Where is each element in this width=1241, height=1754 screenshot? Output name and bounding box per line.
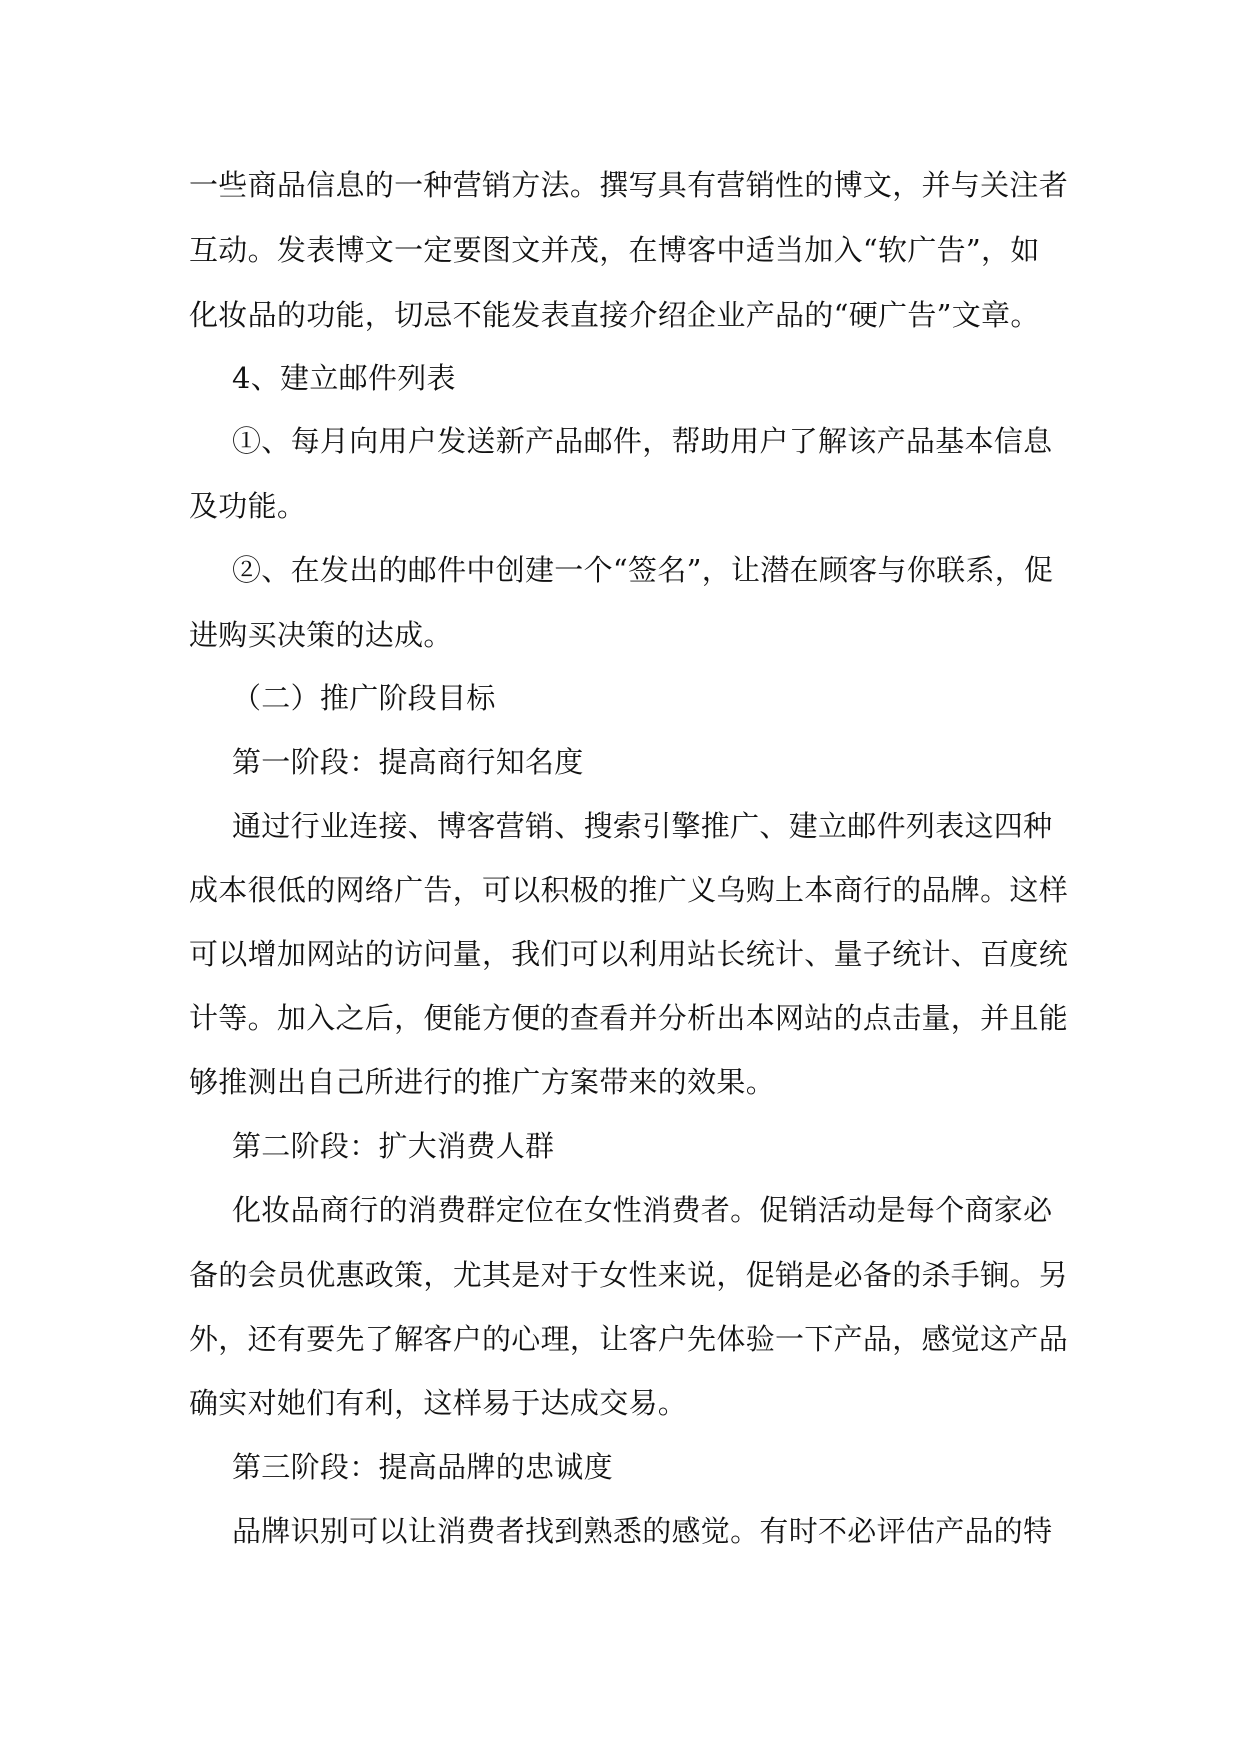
body-text-line: 可以增加网站的访问量，我们可以利用站长统计、量子统计、百度统 [189,937,1069,971]
body-text-line: 互动。发表博文一定要图文并茂，在博客中适当加入“软广告”，如 [189,233,1040,267]
body-text-line: 化妆品的功能，切忌不能发表直接介绍企业产品的“硬广告”文章。 [189,298,1040,332]
section-heading: 4、建立邮件列表 [232,361,456,395]
section-heading: （二）推广阶段目标 [232,681,496,715]
body-text-line: 计等。加入之后，便能方便的查看并分析出本网站的点击量，并且能 [189,1001,1069,1035]
body-text-line: 通过行业连接、博客营销、搜索引擎推广、建立邮件列表这四种 [232,809,1053,843]
body-text-line: 够推测出自己所进行的推广方案带来的效果。 [189,1065,776,1099]
body-text-line: 及功能。 [189,489,307,523]
body-text-line: 一些商品信息的一种营销方法。撰写具有营销性的博文，并与关注者 [189,168,1069,202]
subsection-heading: 第二阶段：扩大消费人群 [232,1129,555,1163]
body-text-line: 外，还有要先了解客户的心理，让客户先体验一下产品，感觉这产品 [189,1322,1069,1356]
body-text-line: 化妆品商行的消费群定位在女性消费者。促销活动是每个商家必 [232,1193,1053,1227]
body-text-line: 确实对她们有利，这样易于达成交易。 [189,1386,688,1420]
body-text-line: 进购买决策的达成。 [189,618,453,652]
subsection-heading: 第三阶段：提高品牌的忠诚度 [232,1450,613,1484]
body-text-line: ②、在发出的邮件中创建一个“签名”，让潜在顾客与你联系，促 [232,553,1054,587]
body-text-line: 品牌识别可以让消费者找到熟悉的感觉。有时不必评估产品的特 [232,1514,1053,1548]
body-text-line: ①、每月向用户发送新产品邮件，帮助用户了解该产品基本信息 [232,424,1053,458]
body-text-line: 备的会员优惠政策，尤其是对于女性来说，促销是必备的杀手锏。另 [189,1258,1069,1292]
body-text-line: 成本很低的网络广告，可以积极的推广义乌购上本商行的品牌。这样 [189,873,1069,907]
subsection-heading: 第一阶段：提高商行知名度 [232,745,584,779]
